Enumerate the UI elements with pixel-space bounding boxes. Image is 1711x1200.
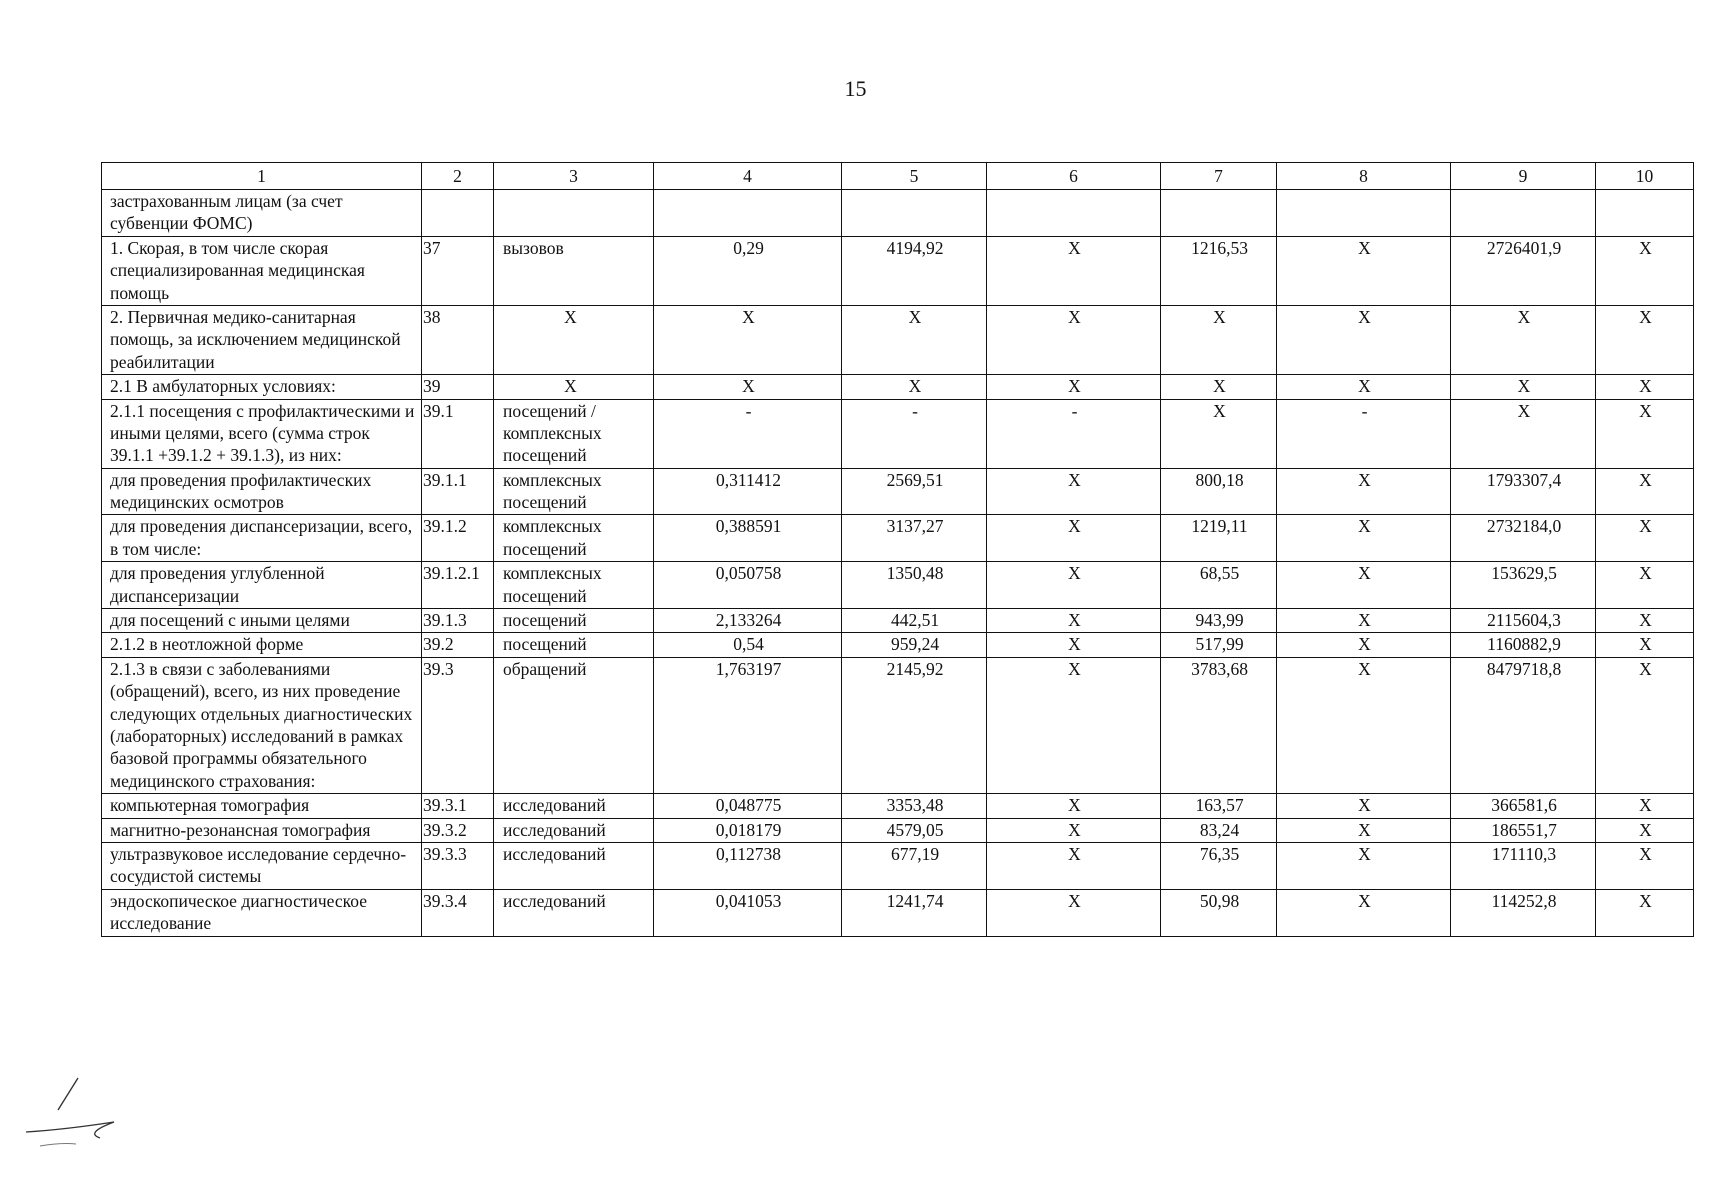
- unit-cell: исследований: [494, 889, 654, 936]
- row-code-cell: 39.1.1: [422, 468, 494, 515]
- unit-cell: Х: [494, 375, 654, 399]
- col-8-cell: Х: [1277, 889, 1451, 936]
- col-8-cell: Х: [1277, 842, 1451, 889]
- col-9-cell: 1793307,4: [1451, 468, 1596, 515]
- column-number-6: 6: [987, 163, 1161, 190]
- service-name-cell: для проведения углубленной диспансеризации: [102, 562, 422, 609]
- col-7-cell: Х: [1161, 375, 1277, 399]
- col-7-cell: Х: [1161, 305, 1277, 374]
- unit-cell: комплексных посещений: [494, 562, 654, 609]
- col-8-cell: Х: [1277, 236, 1451, 305]
- table-row: [102, 375, 1694, 399]
- col-4-cell: Х: [654, 305, 842, 374]
- col-7-cell: 76,35: [1161, 842, 1277, 889]
- col-5-cell: [842, 190, 987, 237]
- service-name-cell: 2.1 В амбулаторных условиях:: [102, 375, 422, 399]
- col-6-cell: Х: [987, 515, 1161, 562]
- col-5-cell: 2569,51: [842, 468, 987, 515]
- col-9-cell: Х: [1451, 305, 1596, 374]
- table-row: [102, 515, 1694, 562]
- col-8-cell: Х: [1277, 818, 1451, 842]
- col-8-cell: Х: [1277, 305, 1451, 374]
- col-4-cell: 0,311412: [654, 468, 842, 515]
- col-4-cell: -: [654, 399, 842, 468]
- col-10-cell: [1596, 190, 1694, 237]
- unit-cell: посещений / комплексных посещений: [494, 399, 654, 468]
- column-number-row: [102, 163, 1694, 190]
- col-5-cell: 3353,48: [842, 794, 987, 818]
- table-row: [102, 633, 1694, 657]
- col-7-cell: 517,99: [1161, 633, 1277, 657]
- col-4-cell: 0,388591: [654, 515, 842, 562]
- col-7-cell: 1219,11: [1161, 515, 1277, 562]
- service-name-cell: 2.1.2 в неотложной форме: [102, 633, 422, 657]
- service-name-cell: магнитно-резонансная томография: [102, 818, 422, 842]
- service-name-cell: 2. Первичная медико-санитарная помощь, за исключением медицинской реабилитации: [102, 305, 422, 374]
- col-4-cell: 0,29: [654, 236, 842, 305]
- col-4-cell: 0,041053: [654, 889, 842, 936]
- row-code-cell: 39.3.1: [422, 794, 494, 818]
- col-5-cell: 1350,48: [842, 562, 987, 609]
- unit-cell: исследований: [494, 842, 654, 889]
- col-4-cell: 0,048775: [654, 794, 842, 818]
- col-6-cell: Х: [987, 657, 1161, 793]
- service-name-cell: эндоскопическое диагностическое исследование: [102, 889, 422, 936]
- col-6-cell: Х: [987, 794, 1161, 818]
- row-code-cell: 39.3.2: [422, 818, 494, 842]
- col-7-cell: [1161, 190, 1277, 237]
- row-code-cell: 39: [422, 375, 494, 399]
- table-row: [102, 842, 1694, 889]
- col-6-cell: Х: [987, 609, 1161, 633]
- col-6-cell: Х: [987, 842, 1161, 889]
- table-row: [102, 562, 1694, 609]
- unit-cell: обращений: [494, 657, 654, 793]
- col-6-cell: -: [987, 399, 1161, 468]
- col-10-cell: Х: [1596, 657, 1694, 793]
- col-9-cell: Х: [1451, 375, 1596, 399]
- col-4-cell: 0,018179: [654, 818, 842, 842]
- row-code-cell: 39.1: [422, 399, 494, 468]
- col-7-cell: 1216,53: [1161, 236, 1277, 305]
- col-4-cell: 0,54: [654, 633, 842, 657]
- row-code-cell: 38: [422, 305, 494, 374]
- unit-cell: исследований: [494, 818, 654, 842]
- data-table-container: [101, 162, 1693, 937]
- col-6-cell: Х: [987, 818, 1161, 842]
- table-row: [102, 609, 1694, 633]
- service-name-cell: ультразвуковое исследование сердечно-сосудистой системы: [102, 842, 422, 889]
- service-name-cell: для проведения профилактических медицинских осмотров: [102, 468, 422, 515]
- unit-cell: посещений: [494, 609, 654, 633]
- col-5-cell: 442,51: [842, 609, 987, 633]
- service-name-cell: 1. Скорая, в том числе скорая специализированная медицинская помощь: [102, 236, 422, 305]
- column-number-4: 4: [654, 163, 842, 190]
- col-4-cell: 0,050758: [654, 562, 842, 609]
- unit-cell: [494, 190, 654, 237]
- col-8-cell: Х: [1277, 657, 1451, 793]
- col-10-cell: Х: [1596, 818, 1694, 842]
- row-code-cell: 39.2: [422, 633, 494, 657]
- col-9-cell: [1451, 190, 1596, 237]
- row-code-cell: 39.1.2.1: [422, 562, 494, 609]
- col-9-cell: 2115604,3: [1451, 609, 1596, 633]
- service-name-cell: 2.1.1 посещения с профилактическими и иными целями, всего (сумма строк 39.1.1 +39.1.2 + 39.1.3), из них:: [102, 399, 422, 468]
- column-number-1: 1: [102, 163, 422, 190]
- table-row: [102, 399, 1694, 468]
- column-number-8: 8: [1277, 163, 1451, 190]
- col-9-cell: 366581,6: [1451, 794, 1596, 818]
- row-code-cell: 37: [422, 236, 494, 305]
- col-10-cell: Х: [1596, 468, 1694, 515]
- unit-cell: комплексных посещений: [494, 515, 654, 562]
- col-10-cell: Х: [1596, 794, 1694, 818]
- col-10-cell: Х: [1596, 889, 1694, 936]
- table-row: [102, 190, 1694, 237]
- col-9-cell: Х: [1451, 399, 1596, 468]
- col-6-cell: Х: [987, 305, 1161, 374]
- col-9-cell: 186551,7: [1451, 818, 1596, 842]
- col-6-cell: Х: [987, 468, 1161, 515]
- table-row: [102, 657, 1694, 793]
- col-9-cell: 1160882,9: [1451, 633, 1596, 657]
- col-7-cell: 943,99: [1161, 609, 1277, 633]
- col-8-cell: Х: [1277, 562, 1451, 609]
- col-7-cell: 163,57: [1161, 794, 1277, 818]
- col-5-cell: 959,24: [842, 633, 987, 657]
- table-row: [102, 818, 1694, 842]
- col-4-cell: 2,133264: [654, 609, 842, 633]
- service-name-cell: для посещений с иными целями: [102, 609, 422, 633]
- col-5-cell: 3137,27: [842, 515, 987, 562]
- service-name-cell: для проведения диспансеризации, всего, в том числе:: [102, 515, 422, 562]
- col-8-cell: Х: [1277, 633, 1451, 657]
- unit-cell: комплексных посещений: [494, 468, 654, 515]
- col-6-cell: [987, 190, 1161, 237]
- column-number-2: 2: [422, 163, 494, 190]
- column-number-7: 7: [1161, 163, 1277, 190]
- col-5-cell: 2145,92: [842, 657, 987, 793]
- col-10-cell: Х: [1596, 609, 1694, 633]
- col-7-cell: 800,18: [1161, 468, 1277, 515]
- column-number-10: 10: [1596, 163, 1694, 190]
- data-table: [101, 162, 1694, 937]
- table-row: [102, 236, 1694, 305]
- row-code-cell: 39.1.3: [422, 609, 494, 633]
- table-row: [102, 889, 1694, 936]
- service-name-cell: компьютерная томография: [102, 794, 422, 818]
- col-5-cell: 1241,74: [842, 889, 987, 936]
- col-8-cell: Х: [1277, 468, 1451, 515]
- col-10-cell: Х: [1596, 562, 1694, 609]
- col-6-cell: Х: [987, 562, 1161, 609]
- col-6-cell: Х: [987, 236, 1161, 305]
- col-8-cell: Х: [1277, 609, 1451, 633]
- col-7-cell: 83,24: [1161, 818, 1277, 842]
- column-number-9: 9: [1451, 163, 1596, 190]
- row-code-cell: 39.1.2: [422, 515, 494, 562]
- col-6-cell: Х: [987, 375, 1161, 399]
- table-body: [102, 163, 1694, 937]
- col-8-cell: Х: [1277, 375, 1451, 399]
- col-9-cell: 171110,3: [1451, 842, 1596, 889]
- col-7-cell: 3783,68: [1161, 657, 1277, 793]
- col-8-cell: Х: [1277, 515, 1451, 562]
- col-9-cell: 2732184,0: [1451, 515, 1596, 562]
- col-5-cell: Х: [842, 375, 987, 399]
- col-7-cell: 50,98: [1161, 889, 1277, 936]
- unit-cell: вызовов: [494, 236, 654, 305]
- column-number-3: 3: [494, 163, 654, 190]
- row-code-cell: [422, 190, 494, 237]
- col-6-cell: Х: [987, 889, 1161, 936]
- col-10-cell: Х: [1596, 375, 1694, 399]
- col-5-cell: -: [842, 399, 987, 468]
- col-5-cell: 4194,92: [842, 236, 987, 305]
- col-5-cell: Х: [842, 305, 987, 374]
- col-9-cell: 153629,5: [1451, 562, 1596, 609]
- col-7-cell: 68,55: [1161, 562, 1277, 609]
- col-5-cell: 677,19: [842, 842, 987, 889]
- row-code-cell: 39.3.4: [422, 889, 494, 936]
- col-4-cell: 0,112738: [654, 842, 842, 889]
- service-name-cell: застрахованным лицам (за счет субвенции ФОМС): [102, 190, 422, 237]
- row-code-cell: 39.3: [422, 657, 494, 793]
- col-10-cell: Х: [1596, 236, 1694, 305]
- col-4-cell: Х: [654, 375, 842, 399]
- service-name-cell: 2.1.3 в связи с заболеваниями (обращений), всего, из них проведение следующих отдельных диагностических (лабораторных) исследований в рамках базовой программы обязательного медицинского страхования:: [102, 657, 422, 793]
- col-4-cell: [654, 190, 842, 237]
- table-row: [102, 305, 1694, 374]
- col-8-cell: [1277, 190, 1451, 237]
- col-4-cell: 1,763197: [654, 657, 842, 793]
- unit-cell: Х: [494, 305, 654, 374]
- page-number: 15: [844, 76, 867, 101]
- col-10-cell: Х: [1596, 305, 1694, 374]
- col-10-cell: Х: [1596, 399, 1694, 468]
- col-10-cell: Х: [1596, 515, 1694, 562]
- col-8-cell: Х: [1277, 794, 1451, 818]
- col-8-cell: -: [1277, 399, 1451, 468]
- table-row: [102, 794, 1694, 818]
- col-7-cell: Х: [1161, 399, 1277, 468]
- table-row: [102, 468, 1694, 515]
- col-9-cell: 2726401,9: [1451, 236, 1596, 305]
- col-10-cell: Х: [1596, 842, 1694, 889]
- unit-cell: исследований: [494, 794, 654, 818]
- column-number-5: 5: [842, 163, 987, 190]
- unit-cell: посещений: [494, 633, 654, 657]
- col-5-cell: 4579,05: [842, 818, 987, 842]
- col-9-cell: 114252,8: [1451, 889, 1596, 936]
- col-9-cell: 8479718,8: [1451, 657, 1596, 793]
- handwritten-mark: [18, 1072, 128, 1162]
- col-10-cell: Х: [1596, 633, 1694, 657]
- row-code-cell: 39.3.3: [422, 842, 494, 889]
- col-6-cell: Х: [987, 633, 1161, 657]
